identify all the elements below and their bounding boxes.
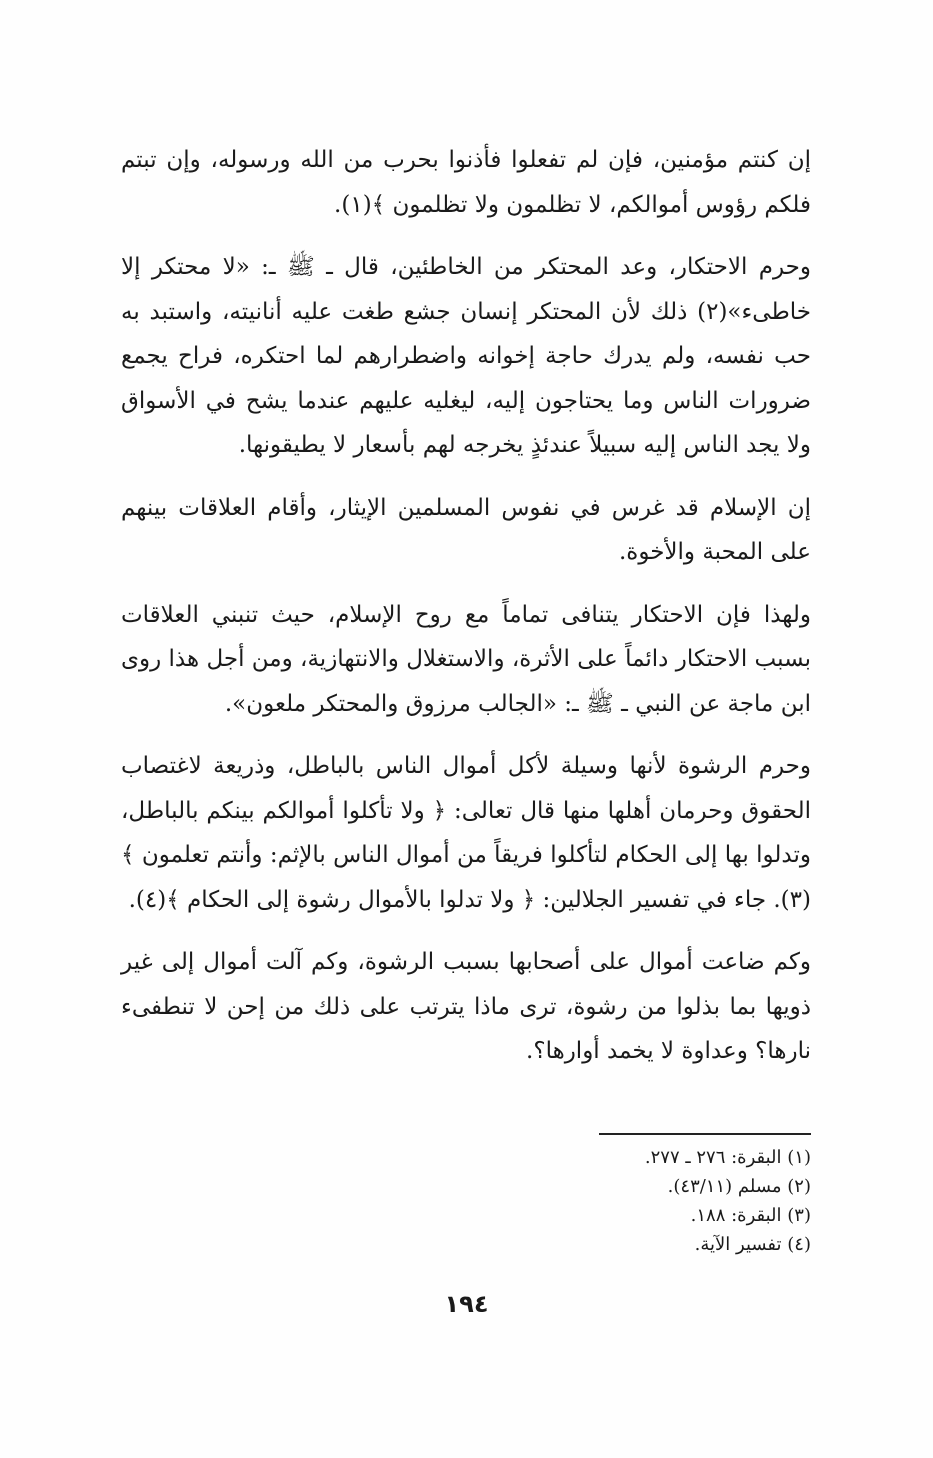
footnote-4: (٤) تفسير الآية. — [694, 1234, 811, 1255]
footnote-3: (٣) البقرة: ١٨٨. — [690, 1205, 811, 1226]
footnote-1: (١) البقرة: ٢٧٦ ـ ٢٧٧. — [644, 1147, 811, 1168]
page-number: ١٩٤ — [444, 1290, 489, 1318]
paragraph-4: ولهذا فإن الاحتكار يتنافى تماماً مع روح الإسلام، حيث تنبني العلاقات بسبب الاحتكار دائماً على الأثرة، والاستغلال والانتهازية، ومن أجل هذا روى ابن ماجة عن النبي ـ ﷺ ـ: «الجالب مرزوق والمحتكر ملعون». — [121, 601, 811, 717]
paragraph-2: وحرم الاحتكار، وعد المحتكر من الخاطئين، قال ـ ﷺ ـ: «لا محتكر إلا خاطىء»(٢) ذلك لأن المحتكر إنسان جشع طغت عليه أنانيته، واستبد به حب نفسه، ولم يدرك حاجة إخوانه واضطرارهم لما احتكره، فراح يجمع ضرورات الناس وما يحتاجون إليه، ليغليه عليهم عندما يشح في الأسواق ولا يجد الناس إليه سبيلاً عندئذٍ يخرجه لهم بأسعار لا يطيقونها. — [121, 254, 811, 458]
paragraph-6: وكم ضاعت أموال على أصحابها بسبب الرشوة، وكم آلت أموال إلى غير ذويها بما بذلوا من رشوة، ترى ماذا يترتب على ذلك من إحن لا تنطفىء نارها؟ وعداوة لا يخمد أوارها؟. — [121, 949, 811, 1064]
body-text — [121, 138, 811, 1092]
footnotes-list — [411, 1143, 811, 1259]
paragraph-5: وحرم الرشوة لأنها وسيلة لأكل أموال الناس بالباطل، وذريعة لاغتصاب الحقوق وحرمان أهلها منها قال تعالى: ﴿ ولا تأكلوا أموالكم بينكم بالباطل، وتدلوا بها إلى الحكام لتأكلوا فريقاً من أموال الناس بالإثم: وأنتم تعلمون ﴾(٣). جاء في تفسير الجلالين: ﴿ ولا تدلوا بالأموال رشوة إلى الحكام ﴾(٤). — [121, 753, 811, 913]
footnote-2: (٢) مسلم (٤٣/١١). — [667, 1176, 811, 1197]
paragraph-3: إن الإسلام قد غرس في نفوس المسلمين الإيثار، وأقام العلاقات بينهم على المحبة والأخوة. — [121, 494, 811, 565]
footnote-separator — [599, 1133, 811, 1135]
paragraph-1: إن كنتم مؤمنين، فإن لم تفعلوا فأذنوا بحرب من الله ورسوله، وإن تبتم فلكم رؤوس أموالكم، لا تظلمون ولا تظلمون ﴾(١). — [121, 147, 811, 218]
